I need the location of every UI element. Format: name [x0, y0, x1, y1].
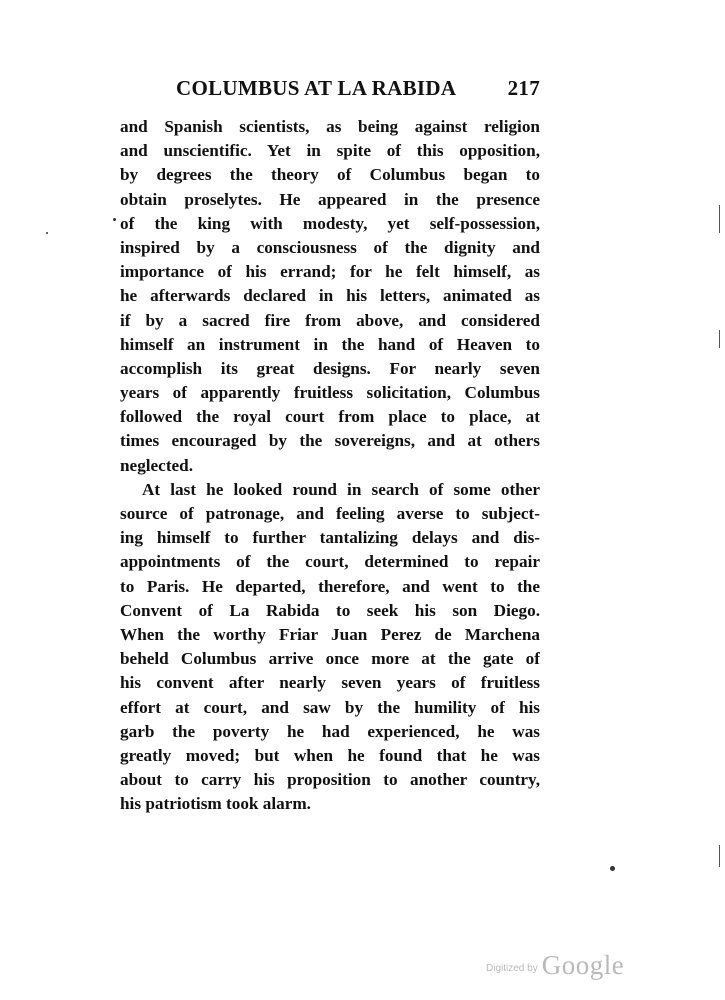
text-line: importance of his errand; for he felt himself, as	[120, 262, 540, 282]
body-text	[120, 115, 540, 816]
scan-speck	[46, 232, 48, 234]
text-line: garb the poverty he had experienced, he was	[120, 721, 540, 741]
text-line: appointments of the court, determined to repair	[120, 552, 540, 572]
scan-edge-mark	[719, 845, 720, 867]
scan-edge-mark	[719, 205, 720, 233]
text-line: source of patronage, and feeling averse to subject-	[120, 504, 540, 523]
scan-speck	[610, 866, 615, 871]
watermark-prefix: Digitized by	[486, 963, 538, 974]
text-line: beheld Columbus arrive once more at the gate of	[120, 649, 540, 669]
text-line: neglected.	[120, 455, 194, 475]
text-line: himself an instrument in the hand of Heaven to	[120, 334, 540, 354]
text-line: greatly moved; but when he found that he was	[120, 745, 540, 765]
paragraph-2	[120, 478, 540, 817]
running-title: COLUMBUS AT LA RABIDA	[176, 76, 457, 100]
text-line: if by a sacred fire from above, and considered	[120, 310, 540, 330]
text-line: his patriotism took alarm.	[120, 794, 311, 814]
text-line: of the king with modesty, yet self-possession,	[120, 213, 540, 233]
text-line: inspired by a consciousness of the dignity and	[120, 237, 540, 257]
text-line: Convent of La Rabida to seek his son Diego.	[120, 600, 540, 620]
text-line: effort at court, and saw by the humility of his	[120, 697, 540, 717]
text-line: and Spanish scientists, as being against religion	[120, 117, 540, 136]
text-line: followed the royal court from place to place, at	[120, 407, 540, 427]
text-line: and unscientific. Yet in spite of this opposition,	[120, 141, 540, 161]
scan-edge-mark	[719, 330, 720, 348]
page-number: 217	[507, 76, 540, 100]
text-line: ing himself to further tantalizing delays and dis-	[120, 528, 540, 548]
scan-speck	[113, 218, 116, 221]
watermark-brand: Google	[541, 950, 625, 980]
text-line: by degrees the theory of Columbus began to	[120, 165, 540, 185]
text-line: When the worthy Friar Juan Perez de Marchena	[120, 624, 540, 644]
paragraph-1	[120, 115, 540, 478]
text-line: to Paris. He departed, therefore, and went to the	[120, 576, 540, 596]
text-line: his convent after nearly seven years of fruitless	[120, 673, 540, 693]
text-line: At last he looked round in search of some other	[142, 479, 540, 499]
text-line: about to carry his proposition to another country,	[120, 770, 540, 790]
text-line: he afterwards declared in his letters, animated as	[120, 286, 540, 306]
text-line: years of apparently fruitless solicitation, Columbus	[120, 383, 540, 403]
text-line: obtain proselytes. He appeared in the presence	[120, 189, 540, 209]
text-line: times encouraged by the sovereigns, and at others	[120, 431, 540, 451]
digitized-by-google-watermark	[486, 950, 624, 981]
text-line: accomplish its great designs. For nearly seven	[120, 358, 540, 378]
